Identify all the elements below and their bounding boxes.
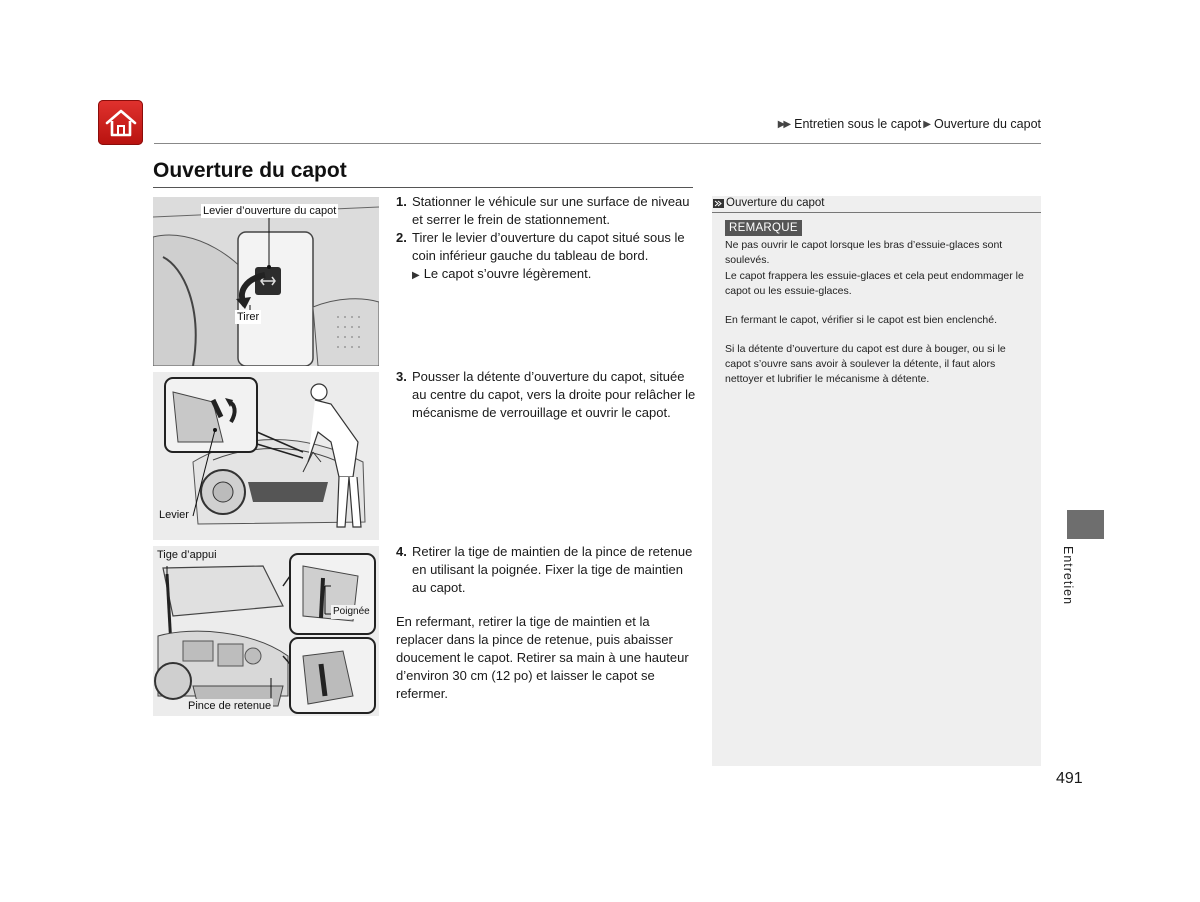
step-result-text: Le capot s’ouvre légèrement. xyxy=(423,266,592,281)
label-handle: Poignée xyxy=(333,606,370,617)
step-text: Tirer le levier d’ouverture du capot situé sous le coin inférieur gauche du tableau de bord. xyxy=(412,230,685,263)
hood-release-illustration xyxy=(153,197,379,366)
label-prop-rod: Tige d’appui xyxy=(157,549,217,561)
section-tab-label: Entretien xyxy=(1061,546,1075,606)
note-paragraph-1: Ne pas ouvrir le capot lorsque les bras d’essuie-glaces sont soulevés. xyxy=(725,239,1003,266)
step-result xyxy=(412,265,696,285)
breadcrumb xyxy=(778,117,1041,131)
step-number: 1. xyxy=(396,194,407,209)
note-divider xyxy=(712,212,1041,213)
step-number: 2. xyxy=(396,230,407,245)
result-arrow-icon: ▶ xyxy=(412,270,420,281)
figure-hood-release-lever xyxy=(153,197,379,366)
breadcrumb-arrow-icon: ▶▶ xyxy=(777,118,790,130)
breadcrumb-link-current[interactable]: Ouverture du capot xyxy=(933,117,1041,131)
note-paragraph-2: Le capot frappera les essuie-glaces et cela peut endommager le capot ou les essuie-glaces. xyxy=(725,270,1024,297)
step-text: Retirer la tige de maintien de la pince de retenue en utilisant la poignée. Fixer la tige de maintien au capot. xyxy=(412,544,693,595)
breadcrumb-arrow-icon: ▶ xyxy=(923,118,929,130)
figure-hood-latch xyxy=(153,372,379,540)
home-button[interactable] xyxy=(98,100,143,145)
step-4 xyxy=(396,543,696,597)
header-divider xyxy=(154,143,1041,144)
label-retaining-clip: Pince de retenue xyxy=(188,700,272,712)
note-ref-icon xyxy=(713,199,724,208)
section-tab-marker[interactable] xyxy=(1067,510,1104,539)
remarque-badge: REMARQUE xyxy=(725,220,802,236)
label-pull: Tirer xyxy=(237,311,260,323)
note-header xyxy=(713,197,824,209)
page-title: Ouverture du capot xyxy=(153,159,347,182)
step-number: 4. xyxy=(396,544,407,559)
step-3 xyxy=(396,368,696,422)
page-number: 491 xyxy=(1056,770,1083,787)
note-paragraph-3: En fermant le capot, vérifier si le capot est bien enclenché. xyxy=(725,314,997,326)
breadcrumb-link-maintenance[interactable]: Entretien sous le capot xyxy=(794,117,922,131)
step-number: 3. xyxy=(396,369,407,384)
title-divider xyxy=(153,187,693,188)
step-1 xyxy=(396,193,696,229)
note-paragraph-4: Si la détente d’ouverture du capot est dure à bouger, ou si le capot s’ouvre sans avoir à soulever la détente, il faut alors nettoyer et lubrifier le mécanisme à détente. xyxy=(725,343,1006,385)
prop-rod-illustration xyxy=(153,546,379,716)
label-lever: Levier xyxy=(159,509,189,521)
figure-prop-rod xyxy=(153,546,379,716)
step-text: Stationner le véhicule sur une surface de niveau et serrer le frein de stationnement. xyxy=(412,194,690,227)
label-hood-release-lever: Levier d’ouverture du capot xyxy=(203,205,337,217)
step-text: Pousser la détente d’ouverture du capot, située au centre du capot, vers la droite pour relâcher le mécanisme de verrouillage et ouvrir le capot. xyxy=(412,369,696,420)
step-2 xyxy=(396,229,696,285)
closing-paragraph: En refermant, retirer la tige de maintien et la replacer dans la pince de retenue, puis abaisser doucement le capot. Retirer sa main à une hauteur d’environ 30 cm (12 po) et laisser le capot se refermer. xyxy=(396,614,689,701)
home-icon xyxy=(104,107,138,139)
note-title: Ouverture du capot xyxy=(726,197,825,209)
